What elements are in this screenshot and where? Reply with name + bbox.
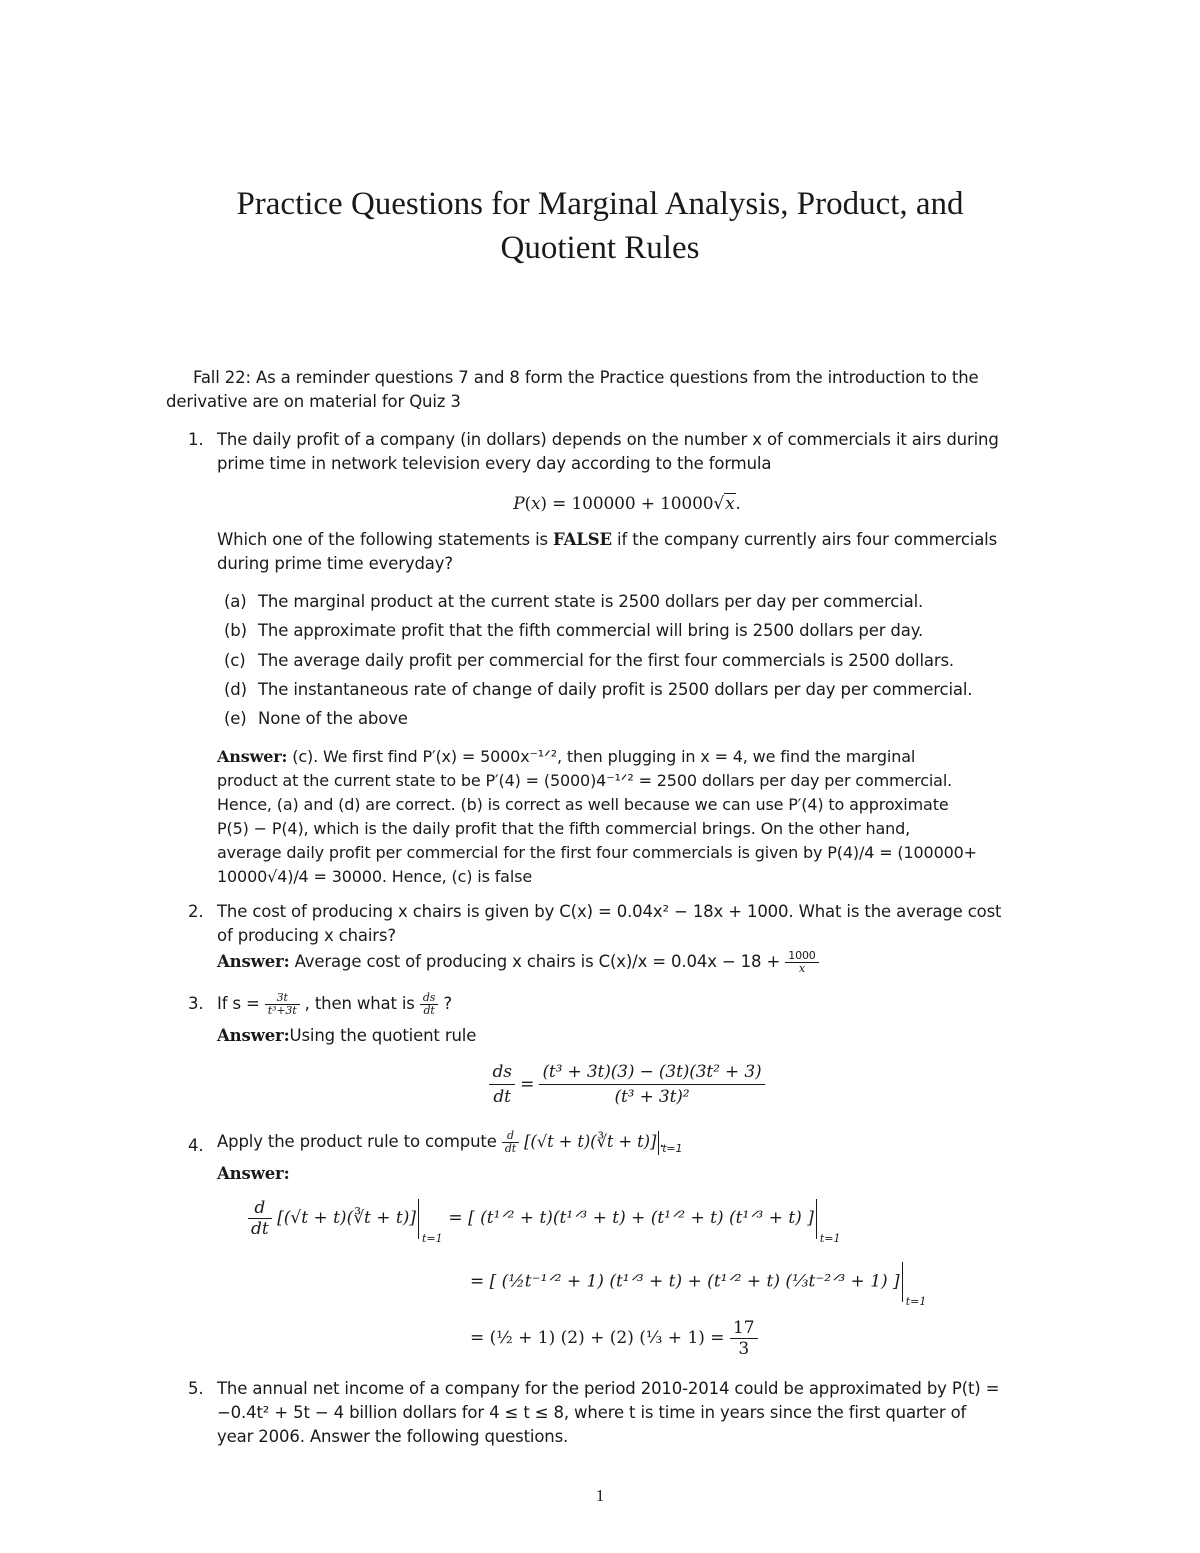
q4-result bbox=[730, 1318, 758, 1359]
q1-number: 1. bbox=[188, 430, 204, 449]
fraction-denominator: x bbox=[798, 962, 805, 975]
q1-answer-line-4: P(5) − P(4), which is the daily profit that the fifth commercial brings. On the other hand, bbox=[217, 819, 911, 838]
option-text: The average daily profit per commercial for the first four commercials is 2500 dollars. bbox=[258, 651, 955, 670]
q1-option-e bbox=[224, 707, 1034, 731]
q1-answer-label: Answer: bbox=[217, 747, 288, 766]
q4-line1-rhs: [ (t¹ᐟ² + t)(t¹ᐟ³ + t) + (t¹ᐟ² + t) (t¹ᐟ³ + t) ] bbox=[468, 1208, 814, 1228]
q2-line-1: The cost of producing x chairs is given by C(x) = 0.04x² − 18x + 1000. What is the average cost bbox=[217, 902, 1002, 921]
fraction-numerator: 3t bbox=[265, 992, 300, 1005]
fraction-numerator: 17 bbox=[730, 1318, 758, 1339]
q1-answer-line-1: (c). We first find P′(x) = 5000x⁻¹ᐟ², then plugging in x = 4, we find the marginal bbox=[292, 747, 916, 766]
q2-answer-text: Average cost of producing x chairs is C(x)/x = 0.04x − 18 + bbox=[294, 952, 781, 971]
q1-option-b bbox=[224, 619, 1034, 643]
q1-option-a bbox=[224, 590, 1034, 614]
q5-number: 5. bbox=[188, 1379, 204, 1398]
q5-line-1: The annual net income of a company for the period 2010-2014 could be approximated by P(t) = bbox=[217, 1379, 1000, 1398]
option-text: None of the above bbox=[258, 709, 408, 728]
evaluation-bar: t=1 bbox=[418, 1199, 419, 1239]
option-label: (b) bbox=[224, 621, 247, 640]
fraction-numerator: ds bbox=[489, 1060, 514, 1085]
option-text: The instantaneous rate of change of daily profit is 2500 dollars per day per commercial. bbox=[258, 680, 973, 699]
q2-answer-label: Answer: bbox=[217, 952, 290, 971]
evaluation-bar: t=1 bbox=[902, 1262, 903, 1302]
intro-paragraph: Fall 22: As a reminder questions 7 and 8 form the Practice questions from the introduction to the derivative are on material for Quiz 3 bbox=[166, 368, 979, 411]
q1-text: The daily profit of a company (in dollars) depends on the number x of commercials it airs during prime time in network television every day according to the formula bbox=[217, 430, 999, 473]
fraction-numerator: (t³ + 3t)(3) − (3t)(3t² + 3) bbox=[539, 1060, 764, 1085]
q1-option-c bbox=[224, 649, 1034, 673]
q3-eq-rhs bbox=[539, 1060, 764, 1109]
q1-answer-line-5: average daily profit per commercial for the first four commercials is given by P(4)/4 = (100000+ bbox=[217, 843, 977, 862]
q4-derivation-line-1: $\frac{d}{dt}$ [(√t + t)(∛t + t)] t=1 = [ (t¹ᐟ² + t)(t¹ᐟ³ + t) + (t¹ᐟ² + t) (t¹ᐟ³ + t) ] t=1 bbox=[248, 1198, 817, 1239]
q3-derivative-fraction bbox=[420, 992, 438, 1017]
q1-option-d bbox=[224, 678, 1034, 702]
option-text: The marginal product at the current state is 2500 dollars per day per commercial. bbox=[258, 592, 924, 611]
fraction-numerator: ds bbox=[420, 992, 438, 1005]
q1-prompt-post: if the company currently airs four commercials during prime time everyday? bbox=[217, 530, 998, 573]
fraction-denominator: dt bbox=[493, 1087, 511, 1107]
q1-prompt-bold: FALSE bbox=[553, 530, 612, 549]
evaluation-bar: t=1 bbox=[658, 1131, 659, 1155]
fraction-denominator: (t³ + 3t)² bbox=[614, 1087, 690, 1107]
q4-answer-label: Answer: bbox=[217, 1164, 290, 1183]
q2-line-2: of producing x chairs? bbox=[217, 926, 396, 945]
fraction-denominator: 3 bbox=[738, 1339, 750, 1359]
q2-answer-fraction bbox=[785, 950, 818, 975]
q3-answer-text: Using the quotient rule bbox=[289, 1026, 477, 1045]
q3-answer bbox=[217, 1024, 1037, 1048]
title-line-1: Practice Questions for Marginal Analysis, Product, and bbox=[236, 186, 964, 222]
q3-eq-lhs bbox=[489, 1060, 514, 1109]
title-line-2: Quotient Rules bbox=[500, 230, 700, 266]
q4-derivation-line-2 bbox=[470, 1262, 927, 1308]
equals-sign: = bbox=[520, 1074, 535, 1095]
q1-formula: P(x) = 100000 + 10000√x. bbox=[513, 494, 741, 514]
q5-line-3: year 2006. Answer the following questions. bbox=[217, 1427, 569, 1446]
q5-line-2: −0.4t² + 5t − 4 billion dollars for 4 ≤ t ≤ 8, where t is time in years since the first quarter of bbox=[217, 1403, 967, 1422]
q4-number: 4. bbox=[188, 1136, 204, 1155]
q4-expression: [(√t + t)(∛t + t)] bbox=[524, 1132, 657, 1151]
q4-derivation-line-3 bbox=[470, 1318, 758, 1359]
option-text: The approximate profit that the fifth commercial will bring is 2500 dollars per day. bbox=[258, 621, 924, 640]
q4-line1-lhs: [(√t + t)(∛t + t)] bbox=[277, 1208, 417, 1228]
q4-answer bbox=[217, 1162, 1037, 1186]
q3-post: ? bbox=[443, 994, 452, 1013]
option-label: (c) bbox=[224, 651, 246, 670]
option-label: (d) bbox=[224, 680, 247, 699]
q4-text: Apply the product rule to compute $\frac{d}{dt}$ [(√t + t)(∛t + t)] t=1 . bbox=[217, 1129, 683, 1155]
q3-answer-label: Answer: bbox=[217, 1026, 290, 1045]
evaluation-bar: t=1 bbox=[816, 1199, 817, 1239]
q3-number: 3. bbox=[188, 994, 204, 1013]
q4-line3: = (½ + 1) (2) + (2) (⅓ + 1) = bbox=[470, 1328, 725, 1348]
q3-pre: If s = bbox=[217, 994, 260, 1013]
q3-equation bbox=[217, 1060, 1037, 1109]
page-number: 1 bbox=[595, 1486, 605, 1505]
q2-text bbox=[217, 900, 1037, 948]
q2-number: 2. bbox=[188, 902, 204, 921]
option-label: (e) bbox=[224, 709, 247, 728]
q4-pre: Apply the product rule to compute bbox=[217, 1132, 497, 1151]
q3-text bbox=[217, 992, 1037, 1017]
q1-answer bbox=[217, 745, 1037, 889]
q3-mid: , then what is bbox=[304, 994, 415, 1013]
q4-d-dt: $\frac{d}{dt}$ bbox=[502, 1130, 519, 1155]
q1-answer-line-6: 10000√4)/4 = 30000. Hence, (c) is false bbox=[217, 867, 533, 886]
document-title bbox=[150, 182, 1050, 270]
q1-answer-line-2: product at the current state to be P′(4) = (5000)4⁻¹ᐟ² = 2500 dollars per day per commercial. bbox=[217, 771, 953, 790]
q1-prompt-pre: Which one of the following statements is bbox=[217, 530, 554, 549]
option-label: (a) bbox=[224, 592, 247, 611]
q4-line2: = [ (½t⁻¹ᐟ² + 1) (t¹ᐟ³ + t) + (t¹ᐟ² + t) (⅓t⁻²ᐟ³ + 1) ] bbox=[470, 1271, 900, 1292]
q1-answer-line-3: Hence, (a) and (d) are correct. (b) is correct as well because we can use P′(4) to approximate bbox=[217, 795, 949, 814]
fraction-numerator: 1000 bbox=[785, 950, 818, 963]
q2-answer bbox=[217, 950, 1037, 975]
q3-s-fraction bbox=[265, 992, 300, 1017]
q1-prompt bbox=[217, 528, 1037, 576]
fraction-denominator: t³+3t bbox=[267, 1004, 297, 1017]
q5-text bbox=[217, 1377, 1037, 1449]
fraction-denominator: dt bbox=[423, 1004, 435, 1017]
